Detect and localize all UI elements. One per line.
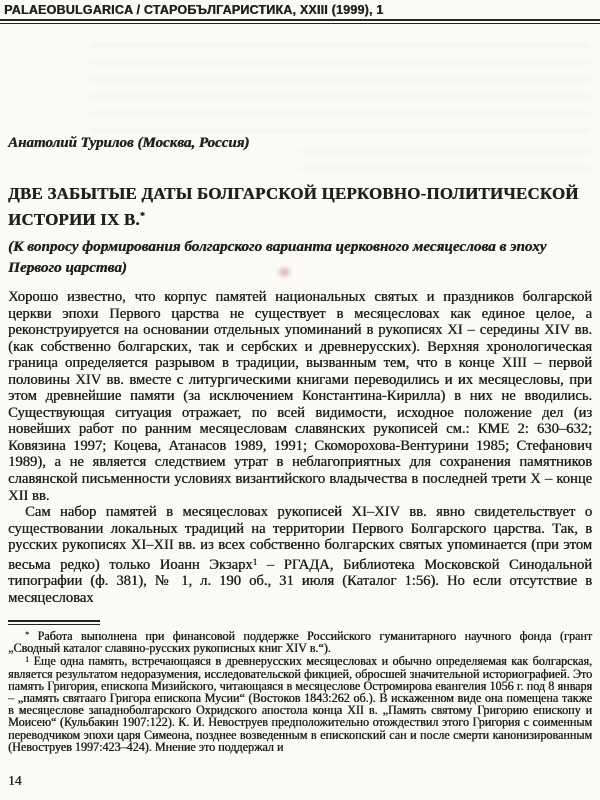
footnote-separator-rule: [8, 620, 100, 625]
title-footnote-mark: *: [139, 211, 146, 222]
bleed-through-artifact: [90, 44, 590, 132]
page-number: 14: [8, 773, 22, 788]
paragraph-2-text-continued: – РГАДА, Библиотека Московской Синодальной типографии (ф. 381), № 1, л. 190 об., 31 июля (Каталог 1:56). Но если отсутствие в месяцесловах: [8, 556, 592, 606]
footnote-star-text: Работа выполнена при финансовой поддержке Российского гуманитарного научного фонда (грант „Сводный каталог славяно-русских рукописных книг XIV в.“).: [8, 629, 592, 656]
article-title: [8, 182, 596, 231]
footnotes-block: [8, 629, 592, 753]
journal-header: PALAEOBULGARICA / СТАРОБЪЛГАРИСТИКА, XXIII (1999), 1: [4, 3, 384, 17]
paragraph-2-text: Сам набор памятей в месяцесловах рукописей XI–XIV вв. явно свидетельствует о существовании локальных традиций на территории Первого Болгарского царства. Так, в русских рукописях XI–XII вв. из всех собственно болгарских святых упоминается (при этом весьма редко) только Иоанн Экзарх: [8, 504, 592, 573]
footnote-star-mark: *: [25, 630, 29, 639]
footnote-1-text: Еще одна память, встречающаяся в древнерусских месяцесловах и обычно определяемая как болгарская, является результатом недоразумения, исследовательской фикцией, обросшей значительной историографией. Это память Григория, епископа Мизийского, читающаяся в месяцеслове Остромирова евангелия 1056 г. под 8 января – „память святааго Григора епископа Мусии“ (Востоков 1843:262 об.). В искаженном виде она помещена также в месяцеслове западноболгарского Охридского апостола конца XII в. „Память святому Григорию епископу и Моисею“ (Кульбакин 1907:122). К. И. Невоструев предположительно отождествил этого Григория с соименным переводчиком эпохи царя Симеона, позднее возведенным в епископский сан и после смерти канонизированным (Невоструев 1997:423–424). Мнение это поддержал и: [8, 654, 592, 754]
article-title-text: ДВЕ ЗАБЫТЫЕ ДАТЫ БОЛГАРСКОЙ ЦЕРКОВНО-ПОЛИТИЧЕСКОЙ ИСТОРИИ IX В.: [8, 184, 579, 229]
paragraph-1: Хорошо известно, что корпус памятей национальных святых и праздников болгарской церкви эпохи Первого царства не существует в месяцесловах как единое целое, а реконструируется на основании отдельных упоминаний в рукописях XI – середины XIV вв. (как собственно болгарских, так и сербских и древнерусских). Верхняя хронологическая граница определяется разрывом в традиции, вызванным тем, что в конце XIII – первой половины XIV вв. вместе с литургическими книгами переводились и их месяцесловы, при этом древнейшие памяти (за исключением Константина-Кирилла) в них не вводились. Существующая ситуация отражает, по всей видимости, исходное положение дел (из новейших работ по ранним месяцесловам славянских рукописей см.: КМЕ 2: 630–632; Ковязина 1997; Коцева, Атанасов 1989, 1991; Скоморохова-Вентурини 1985; Стефанович 1989), а не является следствием утрат в неблагоприятных для сохранения памятников славянской письменности условиях византийского владычества в последней трети X – конце XII вв.: [8, 289, 592, 504]
bleed-through-artifact: [300, 150, 590, 180]
article-body: [8, 289, 592, 606]
footnote-1: [8, 654, 592, 753]
author-line: Анатолий Турилов (Москва, Россия): [8, 135, 250, 151]
paragraph-2: [8, 504, 592, 606]
footnote-1-reference: 1: [252, 556, 258, 567]
footnote-1-mark: 1: [25, 655, 29, 665]
header-double-rule: [0, 19, 600, 24]
footnote-star: [8, 629, 592, 654]
article-subtitle: (К вопросу формирования болгарского варианта церковного месяцеслова в эпоху Первого царства): [8, 238, 547, 276]
